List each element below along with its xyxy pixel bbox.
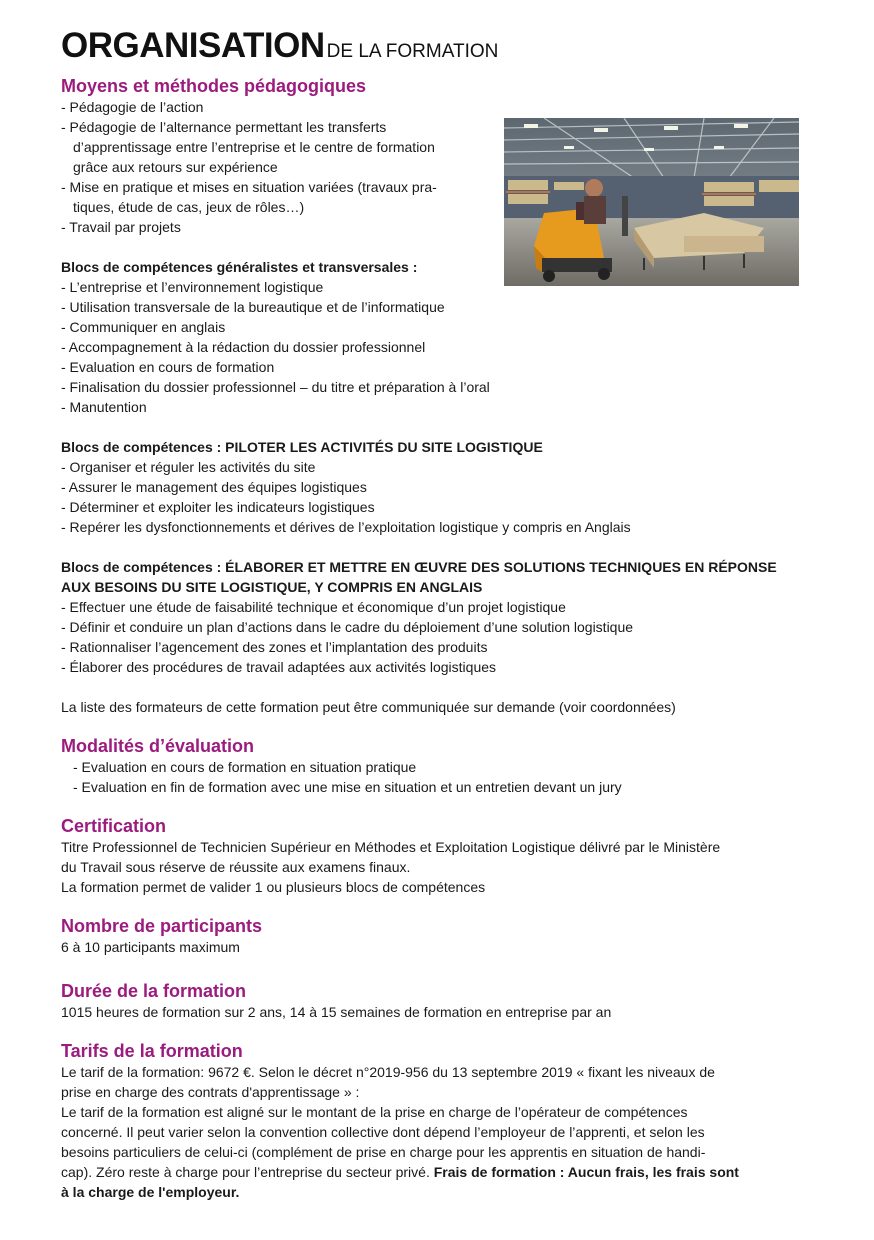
list-item: - Accompagnement à la rédaction du dossier professionnel <box>61 339 426 355</box>
paragraph-line: Le tarif de la formation: 9672 €. Selon le décret n°2019-956 du 13 septembre 2019 « fixant les niveaux de <box>61 1064 715 1080</box>
list-item: - Evaluation en cours de formation en situation pratique <box>73 759 417 775</box>
list-item: - Utilisation transversale de la bureautique et de l’informatique <box>61 299 445 315</box>
section-heading: Certification <box>61 816 167 836</box>
list-item: - Définir et conduire un plan d’actions dans le cadre du déploiement d’une solution logistique <box>61 619 634 635</box>
paragraph-line: Le tarif de la formation est aligné sur le montant de la prise en charge de l’opérateur de compétences <box>61 1104 688 1120</box>
frais-notice: Frais de formation : Aucun frais, les frais sont <box>433 1164 739 1180</box>
paragraph-line: du Travail sous réserve de réussite aux examens finaux. <box>61 859 411 875</box>
page-title-main: ORGANISATION <box>61 26 325 65</box>
list-item: tiques, étude de cas, jeux de rôles…) <box>73 199 305 215</box>
list-item: - Evaluation en fin de formation avec une mise en situation et un entretien devant un jury <box>73 779 622 795</box>
section-heading: Nombre de participants <box>61 916 263 936</box>
list-item: - Travail par projets <box>61 219 181 235</box>
list-item: grâce aux retours sur expérience <box>73 159 278 175</box>
paragraph-line: besoins particuliers de celui-ci (complément de prise en charge pour les apprentis en situation de handi- <box>61 1144 706 1160</box>
list-item: - Mise en pratique et mises en situation variées (travaux pra- <box>61 179 437 195</box>
list-item: d’apprentissage entre l’entreprise et le centre de formation <box>73 139 435 155</box>
list-item: - Pédagogie de l’action <box>61 99 204 115</box>
frais-notice-end: à la charge de l'employeur. <box>61 1184 240 1200</box>
list-item: - Repérer les dysfonctionnements et dérives de l’exploitation logistique y compris en Anglais <box>61 519 631 535</box>
section-blocs-piloter <box>61 437 821 537</box>
section-duree <box>61 980 821 1022</box>
list-item: - Finalisation du dossier professionnel – du titre et préparation à l’oral <box>61 379 490 395</box>
paragraph-line: La formation permet de valider 1 ou plusieurs blocs de compétences <box>61 879 486 895</box>
section-heading: Moyens et méthodes pédagogiques <box>61 76 367 96</box>
section-blocs-generalistes <box>61 257 821 417</box>
list-item: - Élaborer des procédures de travail adaptées aux activités logistiques <box>61 659 497 675</box>
section-certification <box>61 815 821 897</box>
list-item: - Effectuer une étude de faisabilité technique et économique d’un projet logistique <box>61 599 566 615</box>
formateurs-note-text: La liste des formateurs de cette formation peut être communiquée sur demande (voir coordonnées) <box>61 699 676 715</box>
paragraph-line <box>61 1162 821 1182</box>
tarifs-text: cap). Zéro reste à charge pour l’entreprise du secteur privé. <box>61 1164 430 1180</box>
paragraph-line: concerné. Il peut varier selon la convention collective dont dépend l’employeur de l’apprenti, et selon les <box>61 1124 705 1140</box>
list-item: - Communiquer en anglais <box>61 319 226 335</box>
paragraph-line: 1015 heures de formation sur 2 ans, 14 à 15 semaines de formation en entreprise par an <box>61 1004 612 1020</box>
paragraph-line: prise en charge des contrats d'apprentissage » : <box>61 1084 360 1100</box>
section-heading: Tarifs de la formation <box>61 1041 243 1061</box>
section-heading: Durée de la formation <box>61 981 247 1001</box>
list-item: - Evaluation en cours de formation <box>61 359 275 375</box>
section-tarifs <box>61 1040 821 1202</box>
section-evaluation <box>61 735 821 797</box>
page-title-sub: DE LA FORMATION <box>326 41 499 62</box>
list-item: - L’entreprise et l’environnement logistique <box>61 279 324 295</box>
section-subheading: AUX BESOINS DU SITE LOGISTIQUE, Y COMPRIS EN ANGLAIS <box>61 579 483 595</box>
page-title <box>61 26 498 66</box>
list-item: - Assurer le management des équipes logistiques <box>61 479 367 495</box>
section-subheading: Blocs de compétences : PILOTER LES ACTIVITÉS DU SITE LOGISTIQUE <box>61 439 543 455</box>
list-item: - Pédagogie de l’alternance permettant les transferts <box>61 119 387 135</box>
list-item: - Déterminer et exploiter les indicateurs logistiques <box>61 499 375 515</box>
list-item: - Organiser et réguler les activités du site <box>61 459 316 475</box>
section-subheading: Blocs de compétences : ÉLABORER ET METTRE EN ŒUVRE DES SOLUTIONS TECHNIQUES EN RÉPONSE <box>61 559 777 575</box>
list-item: - Manutention <box>61 399 147 415</box>
paragraph-line: 6 à 10 participants maximum <box>61 939 240 955</box>
section-subheading: Blocs de compétences généralistes et transversales : <box>61 259 418 275</box>
section-heading: Modalités d’évaluation <box>61 736 255 756</box>
section-participants <box>61 915 821 957</box>
section-blocs-elaborer <box>61 557 821 677</box>
paragraph-line: Titre Professionnel de Technicien Supérieur en Méthodes et Exploitation Logistique délivré par le Ministère <box>61 839 721 855</box>
formateurs-note <box>61 697 821 717</box>
list-item: - Rationnaliser l’agencement des zones et l’implantation des produits <box>61 639 488 655</box>
